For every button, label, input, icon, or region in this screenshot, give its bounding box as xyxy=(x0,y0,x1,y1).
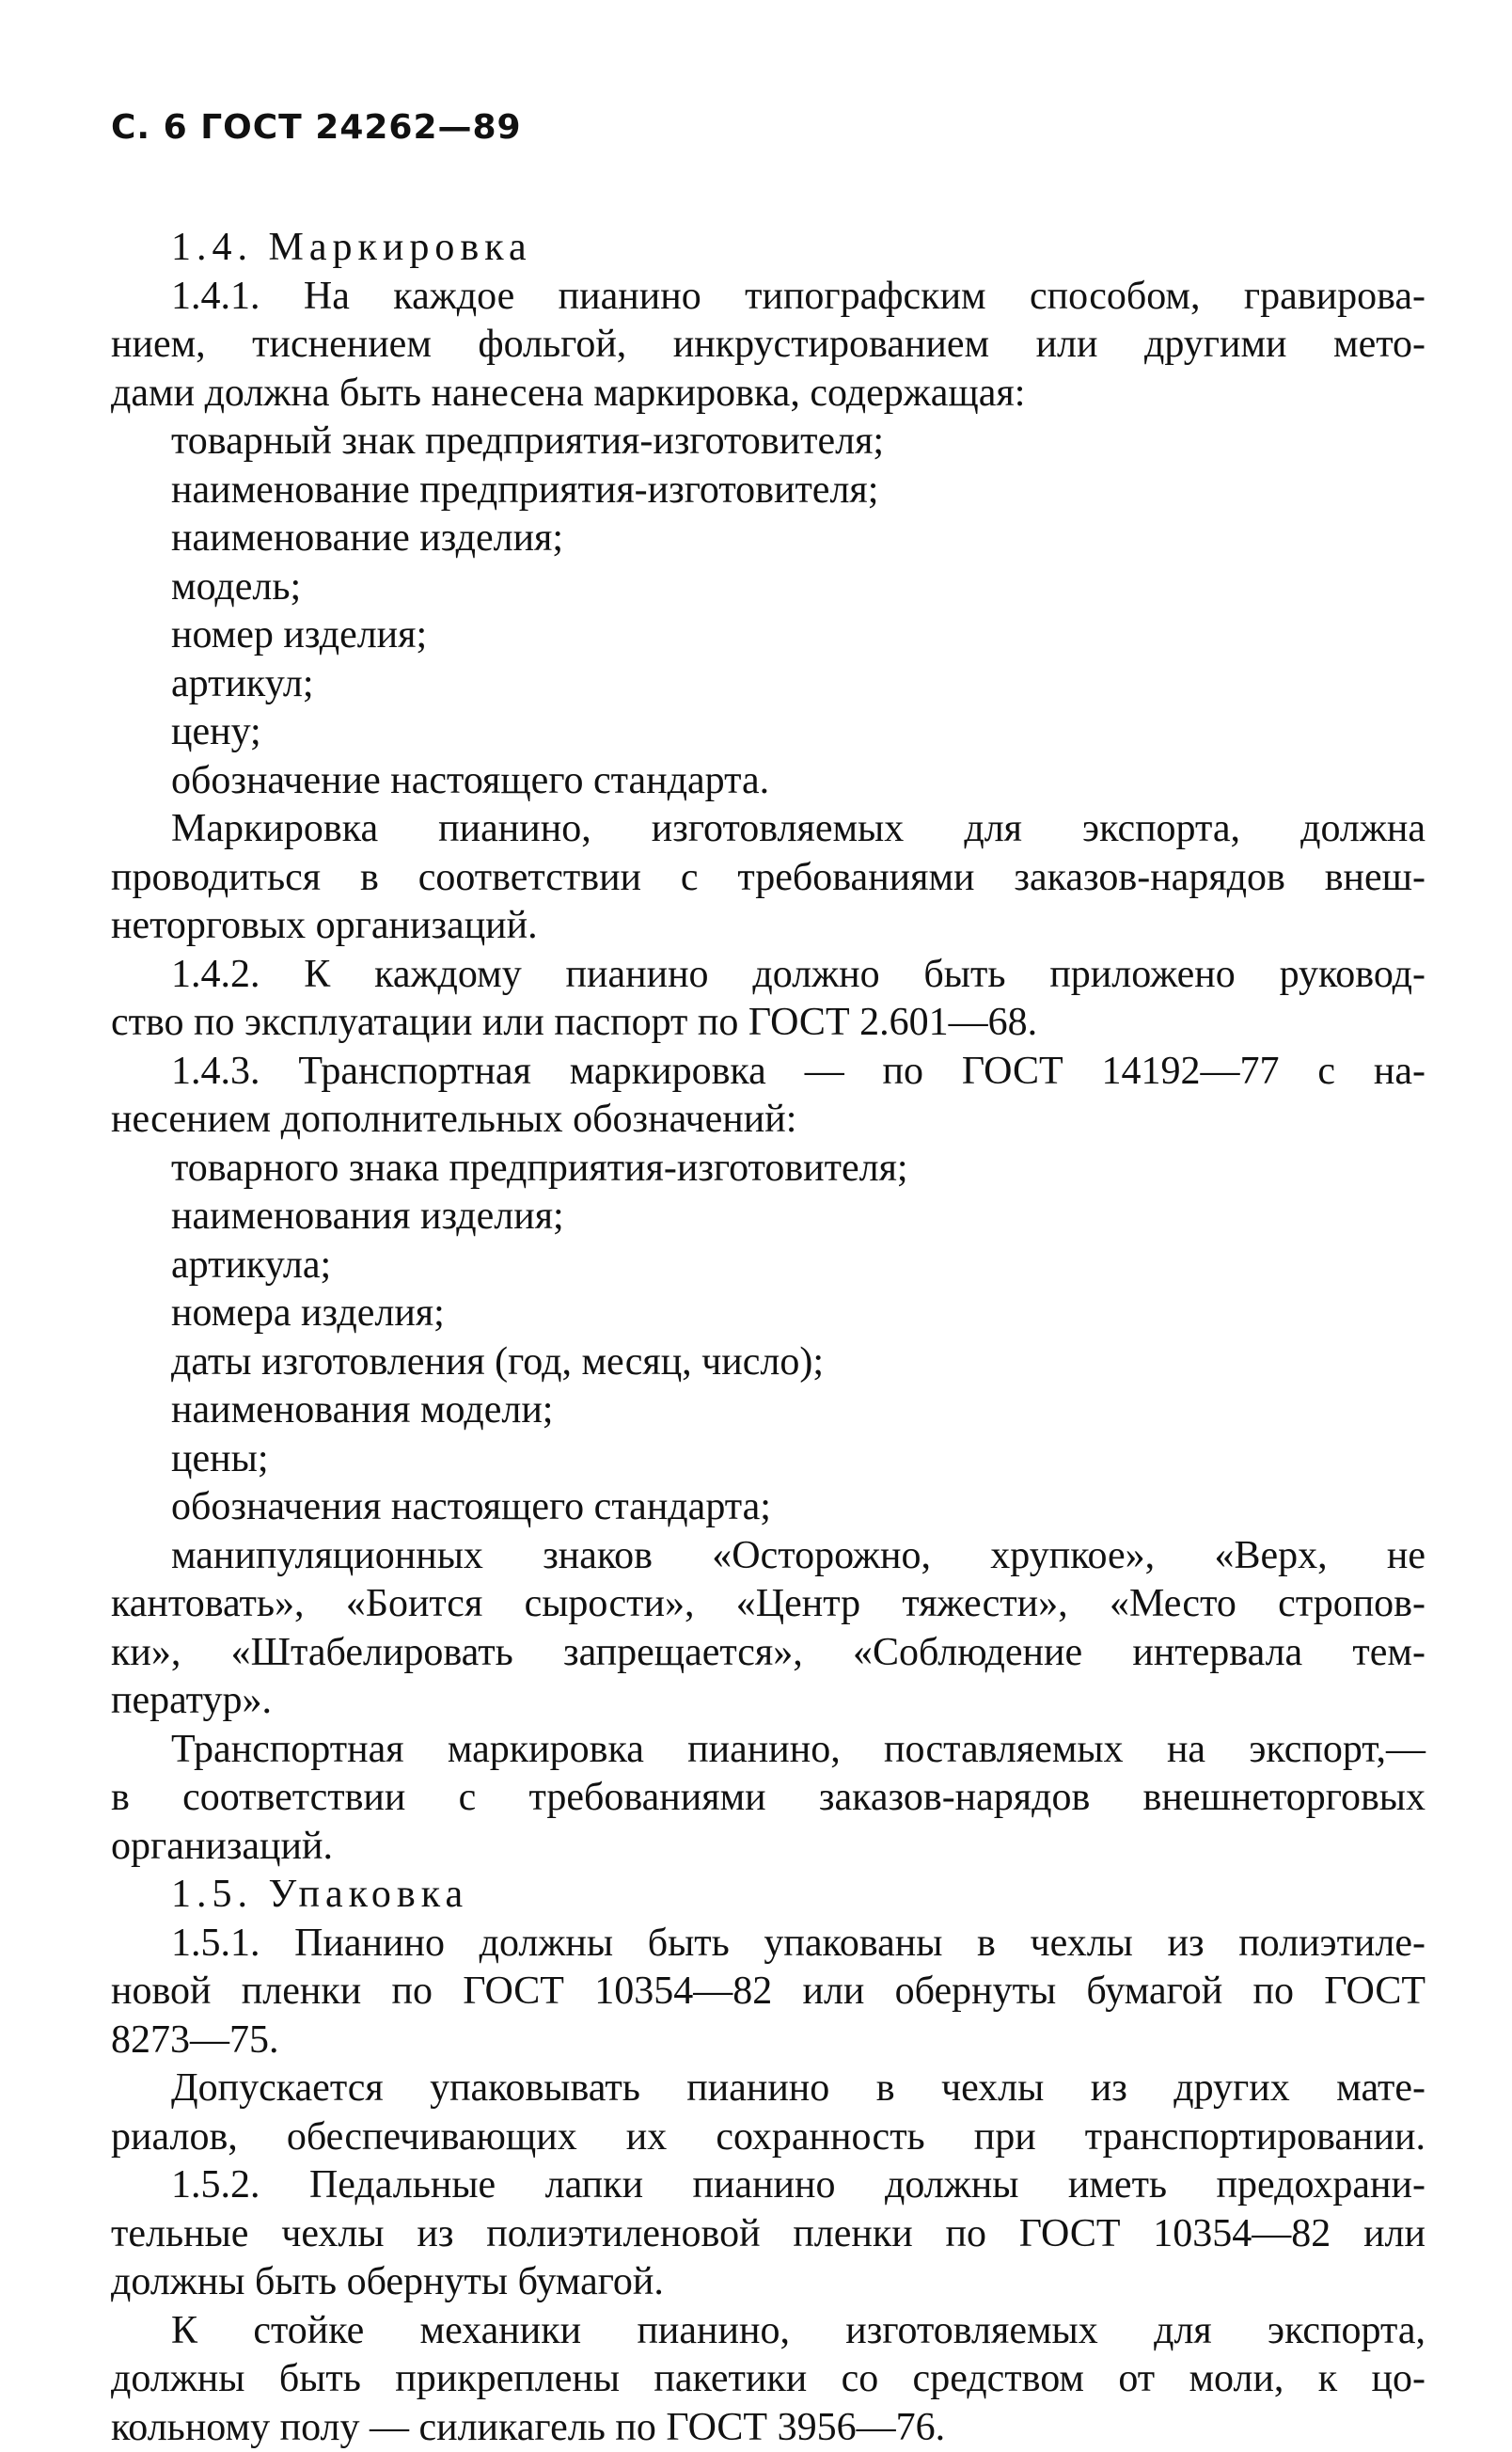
text-line: 1.4.3. Транспортная маркировка — по ГОСТ 14192—77 с на- xyxy=(111,1048,1425,1097)
text-line: новой пленки по ГОСТ 10354—82 или обернуты бумагой по ГОСТ xyxy=(111,1968,1425,2017)
list-item: наименование предприятия-изготовителя; xyxy=(111,467,1425,515)
text-line: должны быть прикреплены пакетики со средством от моли, к цо- xyxy=(111,2355,1425,2404)
text-line: Допускается упаковывать пианино в чехлы из других мате- xyxy=(111,2064,1425,2113)
list-item: наименование изделия; xyxy=(111,514,1425,563)
document-body xyxy=(111,224,1425,2452)
text-line: неторговых организаций. xyxy=(111,902,1425,951)
text-line: 1.4.1. На каждое пианино типографским способом, гравирова- xyxy=(111,273,1425,322)
text-line: 1.5.1. Пианино должны быть упакованы в чехлы из полиэтиле- xyxy=(111,1920,1425,1969)
text-line: манипуляционных знаков «Осторожно, хрупкое», «Верх, не xyxy=(111,1532,1425,1581)
list-item: модель; xyxy=(111,563,1425,612)
list-item: товарного знака предприятия-изготовителя; xyxy=(111,1145,1425,1194)
text-line: 1.5.2. Педальные лапки пианино должны иметь предохрани- xyxy=(111,2161,1425,2210)
list-item: товарный знак предприятия-изготовителя; xyxy=(111,418,1425,467)
list-item: обозначения настоящего стандарта; xyxy=(111,1483,1425,1532)
text-line: ки», «Штабелировать запрещается», «Соблюдение интервала тем- xyxy=(111,1629,1425,1678)
text-line: кольному полу — силикагель по ГОСТ 3956—76. xyxy=(111,2404,1425,2452)
page-header: С. 6 ГОСТ 24262—89 xyxy=(111,105,1425,173)
text-line: в соответствии с требованиями заказов-нарядов внешнеторговых xyxy=(111,1774,1425,1823)
list-item: номер изделия; xyxy=(111,611,1425,660)
text-line: ство по эксплуатации или паспорт по ГОСТ 2.601—68. xyxy=(111,999,1425,1048)
text-line: Маркировка пианино, изготовляемых для экспорта, должна xyxy=(111,805,1425,854)
text-line: 1.4.2. К каждому пианино должно быть приложено руковод- xyxy=(111,951,1425,1000)
text-line: Транспортная маркировка пианино, поставляемых на экспорт,— xyxy=(111,1726,1425,1775)
text-line: организаций. xyxy=(111,1823,1425,1872)
text-line: ператур». xyxy=(111,1677,1425,1726)
list-item: цены; xyxy=(111,1435,1425,1484)
text-line: нием, тиснением фольгой, инкрустированием или другими мето- xyxy=(111,321,1425,370)
list-item: артикул; xyxy=(111,660,1425,709)
text-line: тельные чехлы из полиэтиленовой пленки по ГОСТ 10354—82 или xyxy=(111,2210,1425,2259)
text-line: К стойке механики пианино, изготовляемых для экспорта, xyxy=(111,2307,1425,2356)
text-line: проводиться в соответствии с требованиями заказов-нарядов внеш- xyxy=(111,854,1425,903)
list-item: наименования модели; xyxy=(111,1386,1425,1435)
section-heading-marking: 1.4. Маркировка xyxy=(111,224,1425,273)
text-line: должны быть обернуты бумагой. xyxy=(111,2258,1425,2307)
list-item: цену; xyxy=(111,708,1425,757)
list-item: даты изготовления (год, месяц, число); xyxy=(111,1338,1425,1387)
text-line: несением дополнительных обозначений: xyxy=(111,1096,1425,1145)
section-heading-packaging: 1.5. Упаковка xyxy=(111,1871,1425,1920)
document-page xyxy=(111,105,1425,2452)
list-item: обозначение настоящего стандарта. xyxy=(111,757,1425,806)
text-line: риалов, обеспечивающих их сохранность при транспортировании. xyxy=(111,2113,1425,2162)
list-item: наименования изделия; xyxy=(111,1193,1425,1242)
text-line: дами должна быть нанесена маркировка, содержащая: xyxy=(111,370,1425,419)
text-line: 8273—75. xyxy=(111,2017,1425,2065)
list-item: номера изделия; xyxy=(111,1289,1425,1338)
list-item: артикула; xyxy=(111,1242,1425,1290)
text-line: кантовать», «Боится сырости», «Центр тяжести», «Место стропов- xyxy=(111,1580,1425,1629)
